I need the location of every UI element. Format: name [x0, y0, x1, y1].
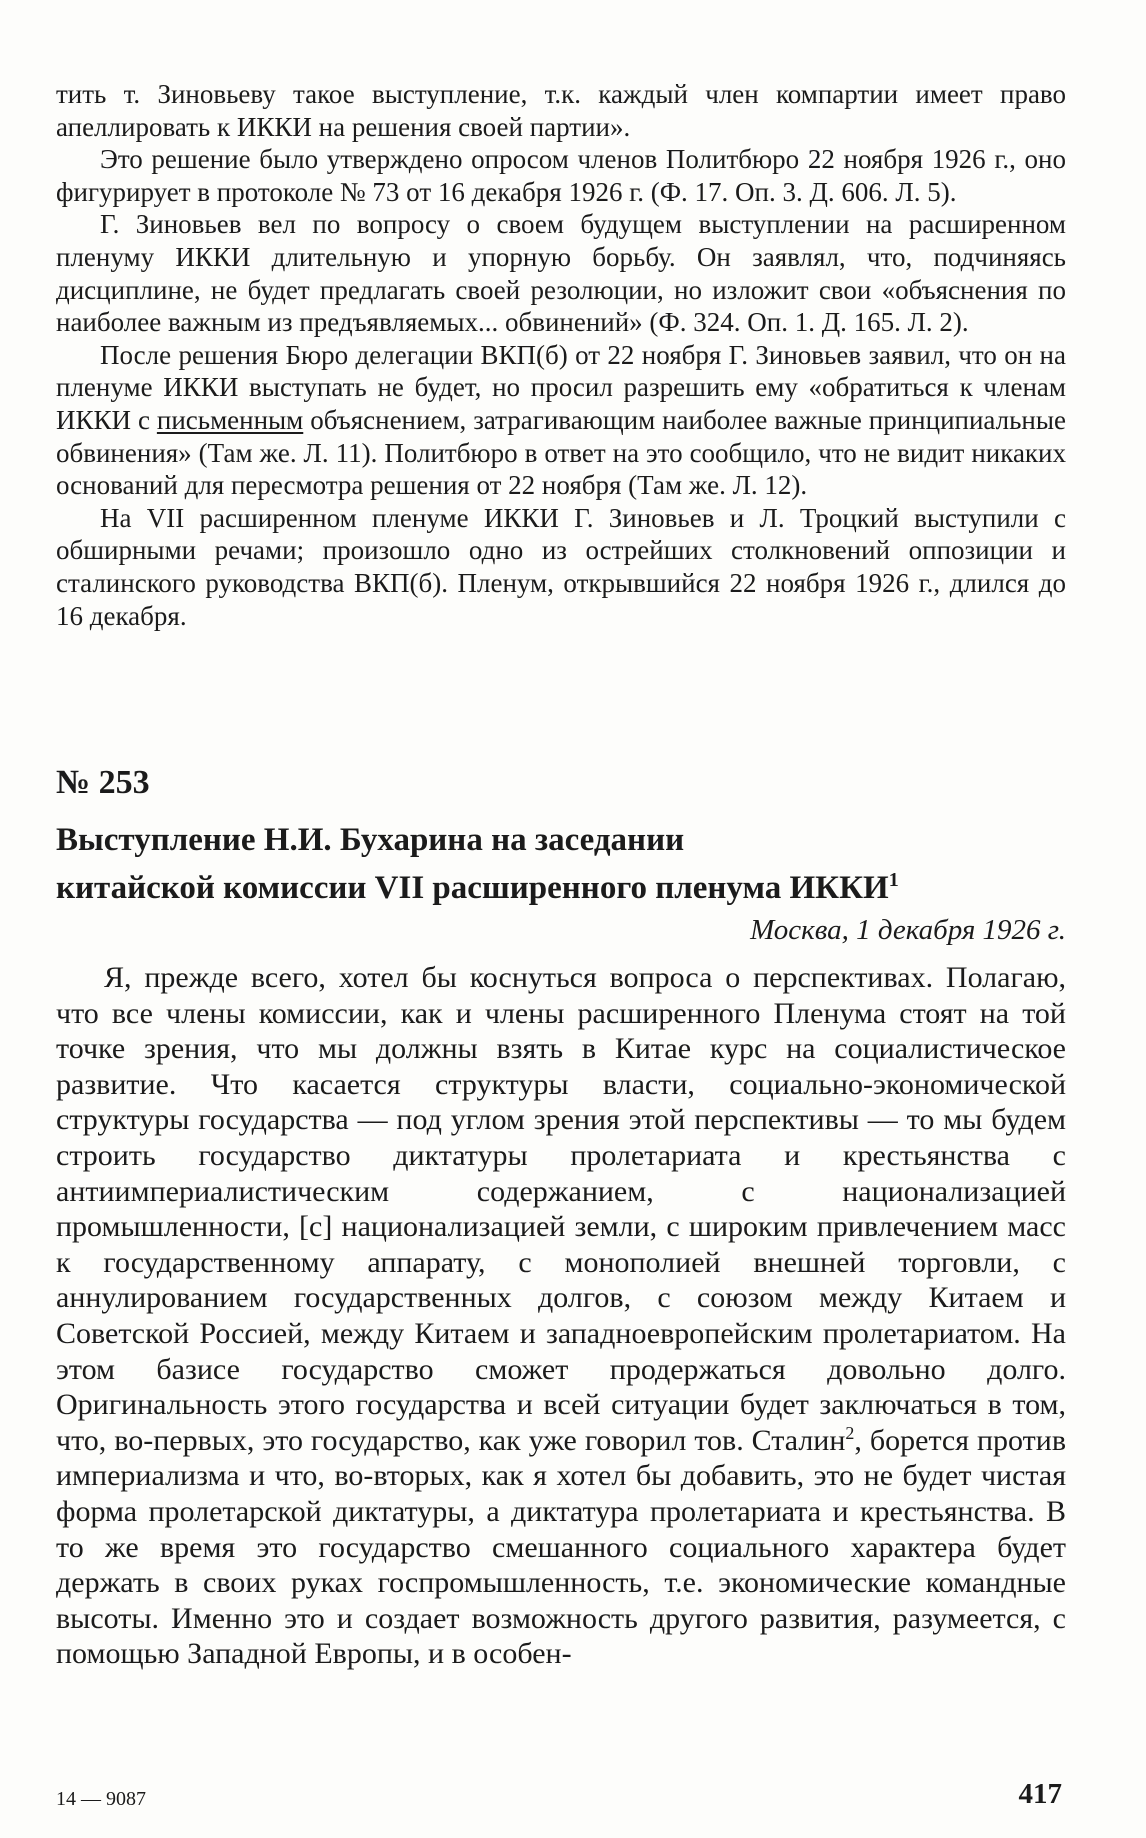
underlined-word: письменным [156, 404, 304, 435]
commentary-text: объяснением, затрагивающим наиболее важные принципиальные обвинения» (Там же. Л. 11). Политбюро в ответ на это сообщило, что не видит никаких оснований для пересмотра решения от 22 ноября (Там же. Л. 12). [56, 404, 1067, 501]
title-line-2: китайской комиссии VII расширенного пленума ИККИ [56, 870, 889, 906]
commentary-paragraph-1: тить т. Зиновьеву такое выступление, т.к. каждый член компартии имеет право апеллировать к ИККИ на решения своей партии». [56, 79, 1066, 142]
body-text: Я, прежде всего, хотел бы коснуться вопроса о перспективах. Полагаю, что все члены комиссии, как и члены расширенного Пленума стоят на той точке зрения, что мы должны взять в Китае курс на социалистическое развитие. Что касается структуры власти, социально-экономической структуры государства — под углом зрения этой перспективы — то мы будем строить государство диктатуры пролетариата и крестьянства с антиимпериалистическим содержанием, с национализацией промышленности, [с] национализацией земли, с широким привлечением масс к государственному аппарату, с монополией внешней торговли, с аннулированием государственных долгов, с союзом между Китаем и Советской Россией, между Китаем и западноевропейским пролетариатом. На этом базисе государство сможет продержаться довольно долго. Оригинальность этого государства и всей ситуации будет заключаться в том, что, во-первых, это государство, как уже говорил тов. Сталин [56, 961, 1066, 1457]
title-line-1: Выступление Н.И. Бухарина на заседании [56, 822, 685, 858]
printer-signature: 14 — 9087 [56, 1788, 146, 1810]
commentary-block [56, 78, 1066, 632]
document-body [56, 960, 1066, 1672]
page-content [56, 78, 1067, 1671]
footnote-marker: 2 [845, 1422, 855, 1443]
body-text: , борется против империализма и что, во-вторых, как я хотел бы добавить, это не будет чистая форма пролетарской диктатуры, а диктатура пролетариата и крестьянства. В то же время это государство смешанного социального характера будет держать в своих руках госпромышленность, т.е. экономические командные высоты. Именно это и создает возможность другого развития, разумеется, с помощью Западной Европы, и в особен- [56, 1423, 1066, 1671]
commentary-paragraph-5: На VII расширенном пленуме ИККИ Г. Зиновьев и Л. Троцкий выступили с обширными речами; произошло одно из острейших столкновений оппозиции и сталинского руководства ВКП(б). Пленум, открывшийся 22 ноября 1926 г., длился до 16 декабря. [56, 502, 1066, 631]
commentary-paragraph-4 [56, 339, 1066, 502]
body-paragraph [56, 960, 1066, 1672]
page-number: 417 [1018, 1778, 1062, 1810]
dateline: Москва, 1 декабря 1926 г. [750, 914, 1066, 946]
footnote-marker: 1 [888, 869, 899, 891]
document-title [56, 820, 1066, 908]
commentary-paragraph-2: Это решение было утверждено опросом членов Политбюро 22 ноября 1926 г., оно фигурирует в протоколе № 73 от 16 декабря 1926 г. (Ф. 17. Оп. 3. Д. 606. Л. 5). [56, 144, 1066, 207]
document-number: № 253 [56, 764, 150, 801]
commentary-text: После решения Бюро делегации ВКП(б) от 22 ноября Г. Зиновьев заявил, что он на пленуме ИККИ выступать не будет, но просил разрешить ему «обратиться к членам ИККИ с [56, 339, 1066, 435]
commentary-paragraph-3: Г. Зиновьев вел по вопросу о своем будущем выступлении на расширенном пленуму ИККИ длительную и упорную борьбу. Он заявлял, что, подчиняясь дисциплине, не будет предлагать своей резолюции, но изложит свои «объяснения по наиболее важным из предъявляемых... обвинений» (Ф. 324. Оп. 1. Д. 165. Л. 2). [56, 209, 1066, 338]
